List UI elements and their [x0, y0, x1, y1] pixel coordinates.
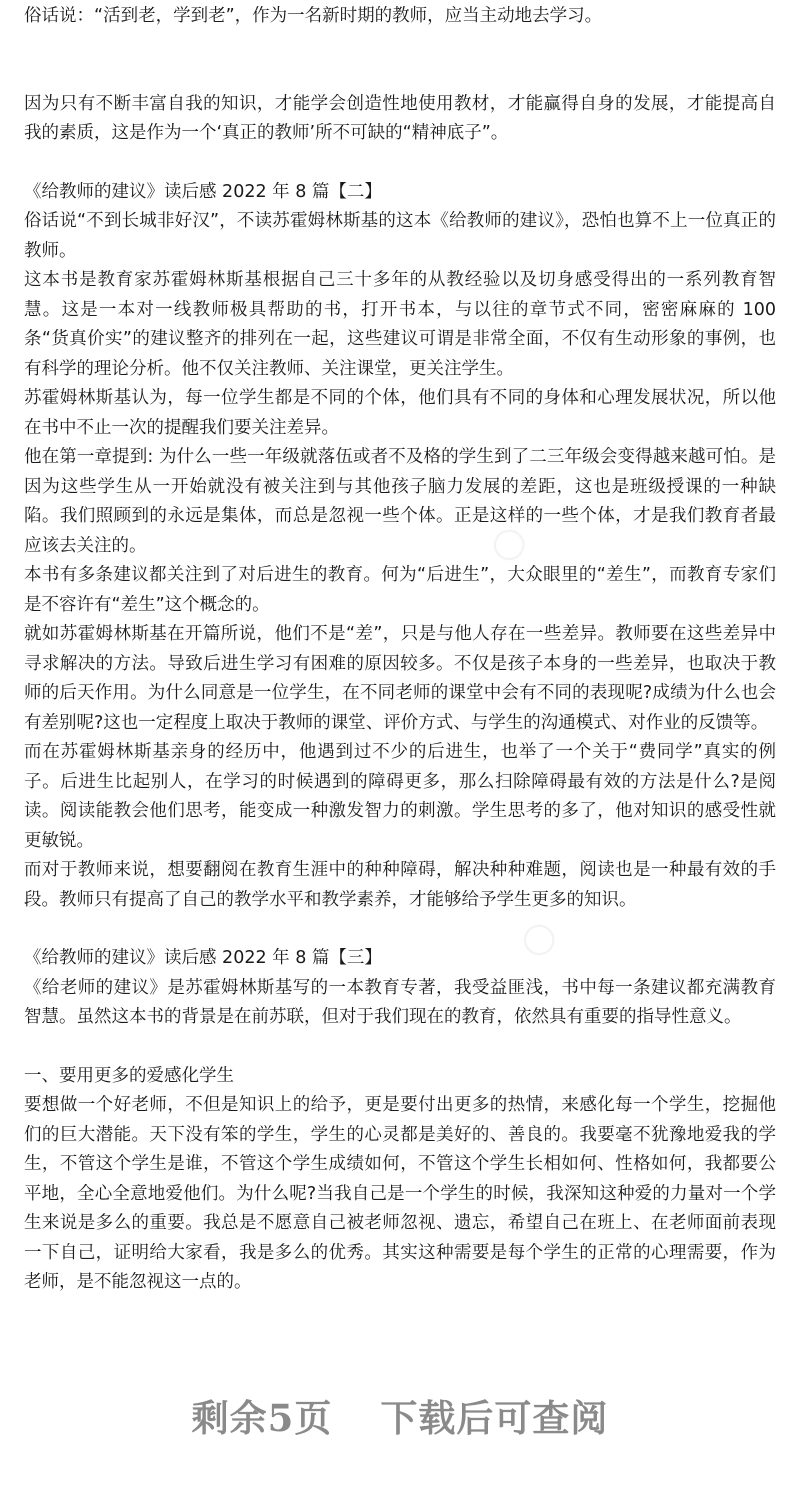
watermark: ○: [509, 909, 566, 967]
paragraph: 而对于教师来说，想要翻阅在教育生涯中的种种障碍，解决种种难题，阅读也是一种最有效的手段。教师只有提高了自己的教学水平和教学素养，才能够给予学生更多的知识。: [24, 860, 776, 910]
paragraph: 本书有多条建议都关注到了对后进生的教育。何为“后进生”，大众眼里的“差生”，而教育专家们是不容许有“差生”这个概念的。: [24, 565, 776, 615]
download-to-view-label: 下载后可查阅: [380, 1396, 609, 1440]
remaining-pages-label: 剩余5页: [191, 1396, 333, 1440]
document-body: [24, 2, 776, 1298]
watermark: ○: [479, 514, 536, 572]
section-title: 《给教师的建议》读后感 2022 年 8 篇【二】: [24, 181, 382, 202]
paragraph: 就如苏霍姆林斯基在开篇所说，他们不是“差”，只是与他人存在一些差异。教师要在这些差异中寻求解决的方法。导致后进生学习有困难的原因较多。不仅是孩子本身的一些差异，也取决于教师的后天作用。为什么同意是一位学生，在不同老师的课堂中会有不同的表现呢?成绩为什么也会有差别呢?这也一定程度上取决于教师的课堂、评价方式、与学生的沟通模式、对作业的反馈等。: [24, 624, 776, 733]
paragraph: 而在苏霍姆林斯基亲身的经历中，他遇到过不少的后进生，也举了一个关于“费同学”真实的例子。后进生比起别人，在学习的时候遇到的障碍更多，那么扫除障碍最有效的方法是什么?是阅读。阅读能教会他们思考，能变成一种激发智力的刺激。学生思考的多了，他对知识的感受性就更敏锐。: [24, 742, 776, 851]
section-title: 《给教师的建议》读后感 2022 年 8 篇【三】: [24, 948, 382, 968]
paragraph: 俗话说“不到长城非好汉”，不读苏霍姆林斯基的这本《给教师的建议》，恐怕也算不上一位真正的教师。: [24, 211, 776, 261]
paragraph: 因为只有不断丰富自我的知识，才能学会创造性地使用教材，才能赢得自身的发展，才能提高自我的素质，这是作为一个‘真正的教师’所不可缺的“精神底子”。: [24, 93, 776, 143]
paragraph: 俗话说：“活到老，学到老”，作为一名新时期的教师，应当主动地去学习。: [24, 6, 603, 26]
paragraph: 要想做一个好老师，不但是知识上的给予，更是要付出更多的热情，来感化每一个学生，挖掘他们的巨大潜能。天下没有笨的学生，学生的心灵都是美好的、善良的。我要毫不犹豫地爱我的学生，不管这个学生是谁，不管这个学生成绩如何，不管这个学生长相如何、性格如何，我都要公平地，全心全意地爱他们。为什么呢?当我自己是一个学生的时候，我深知这种爱的力量对一个学生来说是多么的重要。我总是不愿意自己被老师忽视、遗忘，希望自己在班上、在老师面前表现一下自己，证明给大家看，我是多么的优秀。其实这种需要是每个学生的正常的心理需要，作为老师，是不能忽视这一点的。: [24, 1095, 776, 1292]
paragraph: 这本书是教育家苏霍姆林斯基根据自己三十多年的从教经验以及切身感受得出的一系列教育智慧。这是一本对一线教师极具帮助的书，打开书本，与以往的章节式不同，密密麻麻的 100 条“货真价实”的建议整齐的排列在一起，这些建议可谓是非常全面，不仅有生动形象的事例，也有科学的理论分析。他不仅关注教师、关注课堂，更关注学生。: [24, 270, 776, 379]
subheading: 一、要用更多的爱感化学生: [24, 1065, 234, 1086]
paragraph: 他在第一章提到: 为什么一些一年级就落伍或者不及格的学生到了二三年级会变得越来越可怕。是因为这些学生从一开始就没有被关注到与其他孩子脑力发展的差距，这也是班级授课的一种缺陷。我们照顾到的永远是集体，而总是忽视一些个体。正是这样的一些个体，才是我们教育者最应该去关注的。: [24, 447, 776, 556]
paragraph: 苏霍姆林斯基认为，每一位学生都是不同的个体，他们具有不同的身体和心理发展状况，所以他在书中不止一次的提醒我们要关注差异。: [24, 388, 776, 438]
download-prompt[interactable]: [0, 1388, 800, 1442]
paragraph: 《给老师的建议》是苏霍姆林斯基写的一本教育专著，我受益匪浅，书中每一条建议都充满教育智慧。虽然这本书的背景是在前苏联，但对于我们现在的教育，依然具有重要的指导性意义。: [24, 977, 776, 1027]
